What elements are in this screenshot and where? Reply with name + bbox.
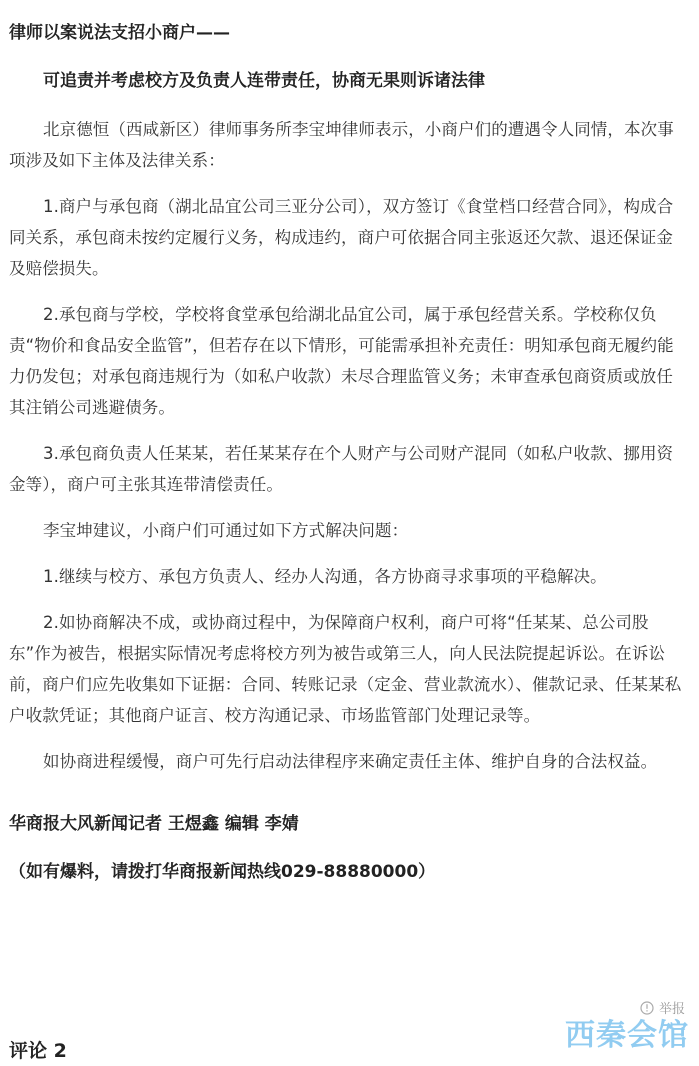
paragraph-advice-2: 2.如协商解决不成，或协商过程中，为保障商户权利，商户可将“任某某、总公司股东”作为被告，根据实际情况考虑将校方列为被告或第三人，向人民法院提起诉讼。在诉讼前，商户们应先收集如下证据：合同、转账记录（定金、营业款流水）、催款记录、任某某私户收款凭证；其他商户证言、校方沟通记录、市场监管部门处理记录等。	[9, 613, 682, 725]
report-label: 举报	[658, 1002, 685, 1017]
comments-header[interactable]: 评论 2	[9, 1040, 67, 1062]
byline: 华商报大风新闻记者 王煜鑫 编辑 李婧	[9, 814, 299, 834]
info-circle-icon	[640, 1001, 654, 1015]
paragraph-advice-1: 1.继续与校方、承包方负责人、经办人沟通，各方协商寻求事项的平稳解决。	[43, 567, 607, 586]
section-subheading: 可追责并考虑校方及负责人连带责任，协商无果则诉诸法律	[43, 71, 485, 91]
paragraph-conclusion: 如协商进程缓慢，商户可先行启动法律程序来确定责任主体、维护自身的合法权益。	[43, 752, 658, 771]
news-hotline: （如有爆料，请拨打华商报新闻热线029-88880000）	[9, 862, 436, 882]
watermark-logo: 西秦会馆	[565, 1018, 689, 1053]
paragraph-intro: 北京德恒（西咸新区）律师事务所李宝坤律师表示，小商户们的遭遇令人同情，本次事项涉及如下主体及法律关系：	[9, 120, 674, 170]
article-body	[9, 20, 689, 885]
report-button[interactable]	[640, 998, 685, 1017]
paragraph-relation-1: 1.商户与承包商（湖北品宜公司三亚分公司），双方签订《食堂档口经营合同》，构成合同关系，承包商未按约定履行义务，构成违约，商户可依据合同主张返还欠款、退还保证金及赔偿损失。	[9, 197, 674, 278]
paragraph-relation-2: 2.承包商与学校，学校将食堂承包给湖北品宜公司，属于承包经营关系。学校称仅负责“物价和食品安全监管”，但若存在以下情形，可能需承担补充责任：明知承包商无履约能力仍发包；对承包商违规行为（如私户收款）未尽合理监管义务；未审查承包商资质或放任其注销公司逃避债务。	[9, 305, 674, 417]
section-heading: 律师以案说法支招小商户——	[9, 23, 230, 43]
paragraph-relation-3: 3.承包商负责人任某某，若任某某存在个人财产与公司财产混同（如私户收款、挪用资金等），商户可主张其连带清偿责任。	[9, 444, 674, 494]
paragraph-advice-intro: 李宝坤建议，小商户们可通过如下方式解决问题：	[43, 521, 409, 540]
